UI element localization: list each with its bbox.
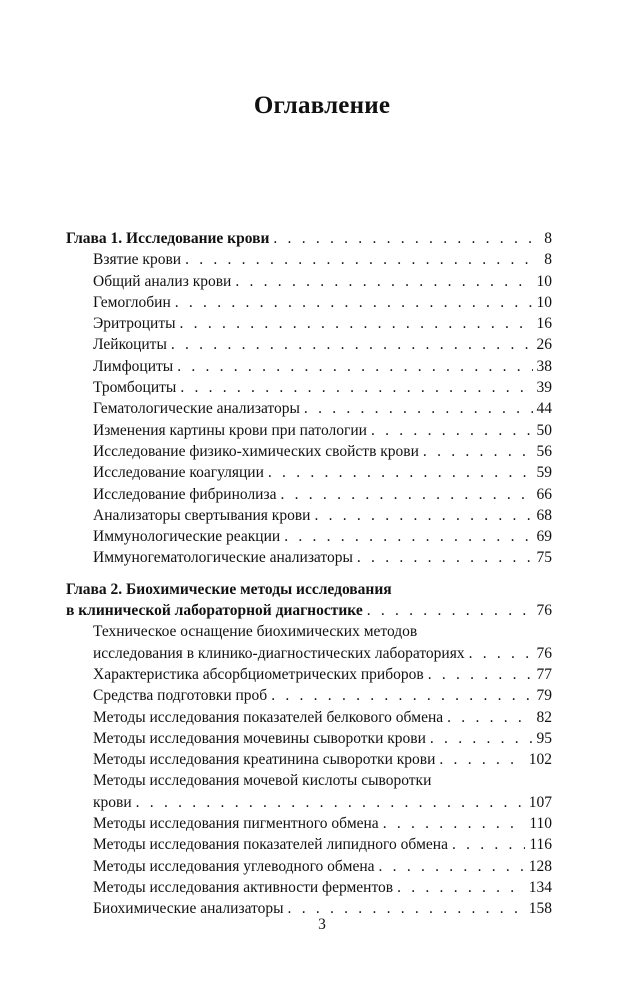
dot-leader — [304, 398, 533, 419]
toc-item-label: Эритроциты — [93, 315, 176, 333]
toc-item-label: Анализаторы свертывания крови — [93, 506, 311, 524]
toc-item[interactable] — [66, 664, 552, 685]
page-number: 26 — [536, 336, 552, 354]
dot-leader — [235, 271, 532, 292]
toc-chapter-2[interactable] — [66, 600, 552, 621]
page-number: 50 — [536, 421, 552, 439]
toc-item-label: Биохимические анализаторы — [93, 900, 284, 918]
toc-item-line1[interactable] — [66, 770, 552, 791]
toc-item[interactable] — [66, 356, 552, 377]
dot-leader — [367, 600, 533, 621]
toc-item-label: Гематологические анализаторы — [93, 400, 300, 418]
page-number: 69 — [536, 528, 552, 546]
page-number: 8 — [544, 251, 552, 269]
dot-leader — [271, 685, 532, 706]
toc-item-label: Исследование коагуляции — [93, 464, 264, 482]
page-number: 116 — [529, 836, 552, 854]
dot-leader — [357, 547, 533, 568]
toc-item-label: Взятие крови — [93, 251, 182, 269]
dot-leader — [379, 856, 525, 877]
page-number: 82 — [536, 708, 552, 726]
toc-item[interactable] — [66, 505, 552, 526]
toc-item[interactable] — [66, 643, 552, 664]
toc-item-label: Техническое оснащение биохимических методов — [93, 623, 418, 641]
page-number: 8 — [544, 230, 552, 247]
dot-leader — [428, 664, 533, 685]
toc-item[interactable] — [66, 292, 552, 313]
page-number: 39 — [536, 379, 552, 397]
toc-item-label: Лейкоциты — [93, 336, 167, 354]
page-number: 10 — [536, 293, 552, 311]
toc-item[interactable] — [66, 749, 552, 770]
toc-item[interactable] — [66, 313, 552, 334]
page-number: 56 — [536, 442, 552, 460]
dot-leader — [469, 643, 533, 664]
toc-item[interactable] — [66, 547, 552, 568]
page-number: 110 — [529, 815, 552, 833]
toc-item[interactable] — [66, 813, 552, 834]
toc-item-label: Средства подготовки проб — [93, 687, 268, 705]
toc-item-label: Методы исследования мочевины сыворотки крови — [93, 729, 426, 747]
page-number: 95 — [536, 729, 552, 747]
toc-item-label: Общий анализ крови — [93, 272, 232, 290]
dot-leader — [430, 728, 533, 749]
toc-item-label: Характеристика абсорбциометрических приборов — [93, 665, 424, 683]
toc-item-label: Исследование фибринолиза — [93, 485, 277, 503]
page-number: 59 — [536, 464, 552, 482]
toc-item[interactable] — [66, 792, 552, 813]
page-number: 107 — [528, 793, 552, 811]
toc-item[interactable] — [66, 441, 552, 462]
toc-chapter-2-line1[interactable] — [66, 579, 552, 600]
dot-leader — [175, 292, 533, 313]
toc-item[interactable] — [66, 334, 552, 355]
page-number: 75 — [536, 549, 552, 567]
page-number: 68 — [536, 506, 552, 524]
toc-item-label: Иммунологические реакции — [93, 528, 281, 546]
page-number-footer: 3 — [318, 916, 326, 933]
page-number: 134 — [528, 878, 552, 896]
dot-leader — [284, 526, 532, 547]
toc-item[interactable] — [66, 398, 552, 419]
toc-item-label: Методы исследования показателей липидного обмена — [93, 836, 448, 854]
page-number: 38 — [536, 357, 552, 375]
dot-leader — [268, 462, 533, 483]
toc-item[interactable] — [66, 271, 552, 292]
page-number: 66 — [536, 485, 552, 503]
page-number: 76 — [536, 644, 552, 662]
dot-leader — [180, 377, 532, 398]
page-number: 76 — [536, 602, 552, 620]
toc-item-label: Методы исследования креатинина сыворотки крови — [93, 751, 436, 769]
toc-chapter-1[interactable] — [66, 228, 552, 249]
dot-leader — [136, 792, 525, 813]
toc-item-label: Методы исследования углеводного обмена — [93, 857, 375, 875]
dot-leader — [383, 813, 526, 834]
chapter-title: Глава 1. Исследование крови — [66, 230, 270, 247]
toc-item[interactable] — [66, 877, 552, 898]
chapter-title: Глава 2. Биохимические методы исследования — [66, 580, 392, 598]
toc-item-label: исследования в клинико-диагностических лабораториях — [93, 644, 465, 662]
toc-item-label: Методы исследования мочевой кислоты сыворотки — [93, 772, 432, 790]
toc-item-label: крови — [93, 793, 132, 811]
toc-item-label: Лимфоциты — [93, 357, 174, 375]
dot-leader — [439, 749, 524, 770]
toc-item-label: Гемоглобин — [93, 293, 171, 311]
toc-item[interactable] — [66, 856, 552, 877]
dot-leader — [280, 484, 532, 505]
toc-item[interactable] — [66, 728, 552, 749]
toc-item-label: Методы исследования показателей белкового обмена — [93, 708, 444, 726]
dot-leader — [423, 441, 533, 462]
page-number: 128 — [528, 857, 552, 875]
dot-leader — [180, 313, 533, 334]
toc-item-label: Изменения картины крови при патологии — [93, 421, 367, 439]
dot-leader — [171, 334, 533, 355]
page-number: 16 — [536, 315, 552, 333]
page-number: 44 — [536, 400, 552, 418]
table-of-contents — [66, 228, 552, 920]
dot-leader — [314, 505, 532, 526]
dot-leader — [447, 707, 532, 728]
toc-item-label: Иммуногематологические анализаторы — [93, 549, 353, 567]
toc-item[interactable] — [66, 420, 552, 441]
page-number: 158 — [528, 900, 552, 918]
toc-item-label: Методы исследования пигментного обмена — [93, 815, 379, 833]
toc-item[interactable] — [66, 377, 552, 398]
page-number: 10 — [536, 272, 552, 290]
page-number: 79 — [536, 687, 552, 705]
dot-leader — [273, 228, 534, 249]
page-title: Оглавление — [253, 92, 391, 119]
toc-item-line1[interactable] — [66, 621, 552, 642]
dot-leader — [371, 420, 533, 441]
toc-item[interactable] — [66, 707, 552, 728]
toc-item-label: Методы исследования активности ферментов — [93, 878, 394, 896]
dot-leader — [177, 356, 532, 377]
dot-leader — [185, 249, 534, 270]
toc-item[interactable] — [66, 834, 552, 855]
chapter-title: в клинической лабораторной диагностике — [66, 602, 363, 620]
toc-item[interactable] — [66, 484, 552, 505]
dot-leader — [397, 877, 525, 898]
page-number: 102 — [528, 751, 552, 769]
page-number: 77 — [536, 665, 552, 683]
toc-item[interactable] — [66, 526, 552, 547]
dot-leader — [452, 834, 525, 855]
toc-item[interactable] — [66, 249, 552, 270]
toc-item[interactable] — [66, 685, 552, 706]
toc-item[interactable] — [66, 462, 552, 483]
toc-item-label: Тромбоциты — [93, 379, 177, 397]
toc-item-label: Исследование физико-химических свойств крови — [93, 442, 419, 460]
